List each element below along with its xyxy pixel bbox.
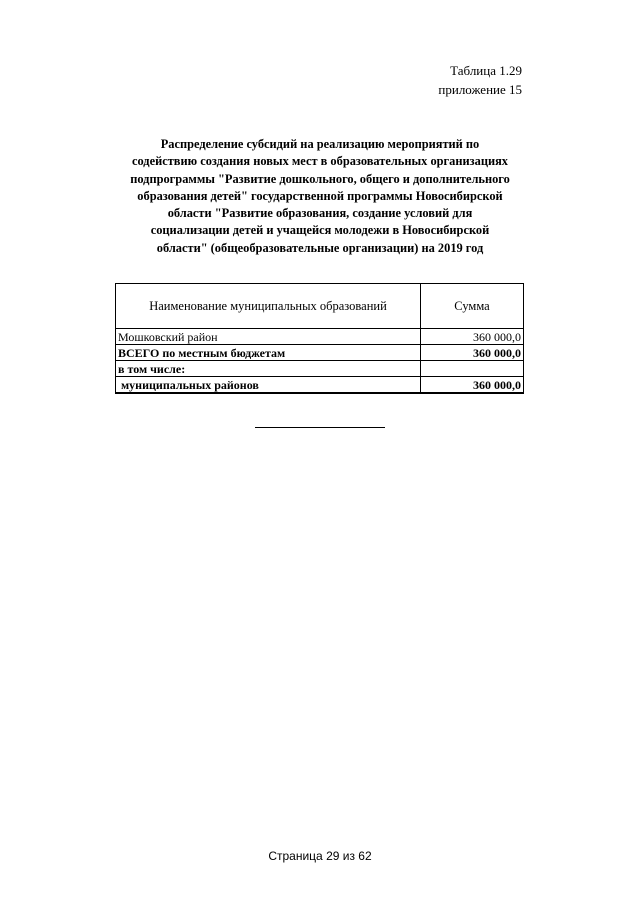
title-line: области "Развитие образования, создание условий для [167, 206, 473, 221]
title-line: содействию создания новых мест в образовательных организациях [131, 154, 509, 169]
column-header-amount: Сумма [421, 284, 524, 329]
title-line: образования детей" государственной программы Новосибирской [137, 188, 503, 203]
row-amount: 360 000,0 [421, 377, 524, 394]
table-row-total [116, 345, 524, 361]
row-amount [421, 361, 524, 377]
separator-line [255, 427, 385, 428]
row-name: муниципальных районов [116, 377, 421, 394]
table-row [116, 329, 524, 345]
column-header-name: Наименование муниципальных образований [116, 284, 421, 329]
row-name: ВСЕГО по местным бюджетам [116, 345, 421, 361]
title-line: Распределение субсидий на реализацию мероприятий по [160, 137, 480, 151]
table-row-including [116, 361, 524, 377]
document-title [112, 136, 528, 257]
title-line: социализации детей и учащейся молодежи в Новосибирской [150, 223, 490, 238]
page-footer: Страница 29 из 62 [268, 849, 372, 863]
row-amount: 360 000,0 [421, 329, 524, 345]
table-number-label: Таблица 1.29 [450, 63, 522, 78]
title-line: подпрограммы "Развитие дошкольного, общего и дополнительного [130, 171, 510, 186]
row-name: в том числе: [116, 361, 421, 377]
title-line: области" (общеобразовательные организации) на 2019 год [156, 240, 484, 255]
appendix-label: приложение 15 [438, 82, 522, 97]
table-header-row [116, 284, 524, 329]
row-amount: 360 000,0 [421, 345, 524, 361]
subsidy-table [115, 283, 524, 394]
table-row-districts [116, 377, 524, 394]
row-name: Мошковский район [116, 329, 421, 345]
document-header [438, 61, 522, 99]
